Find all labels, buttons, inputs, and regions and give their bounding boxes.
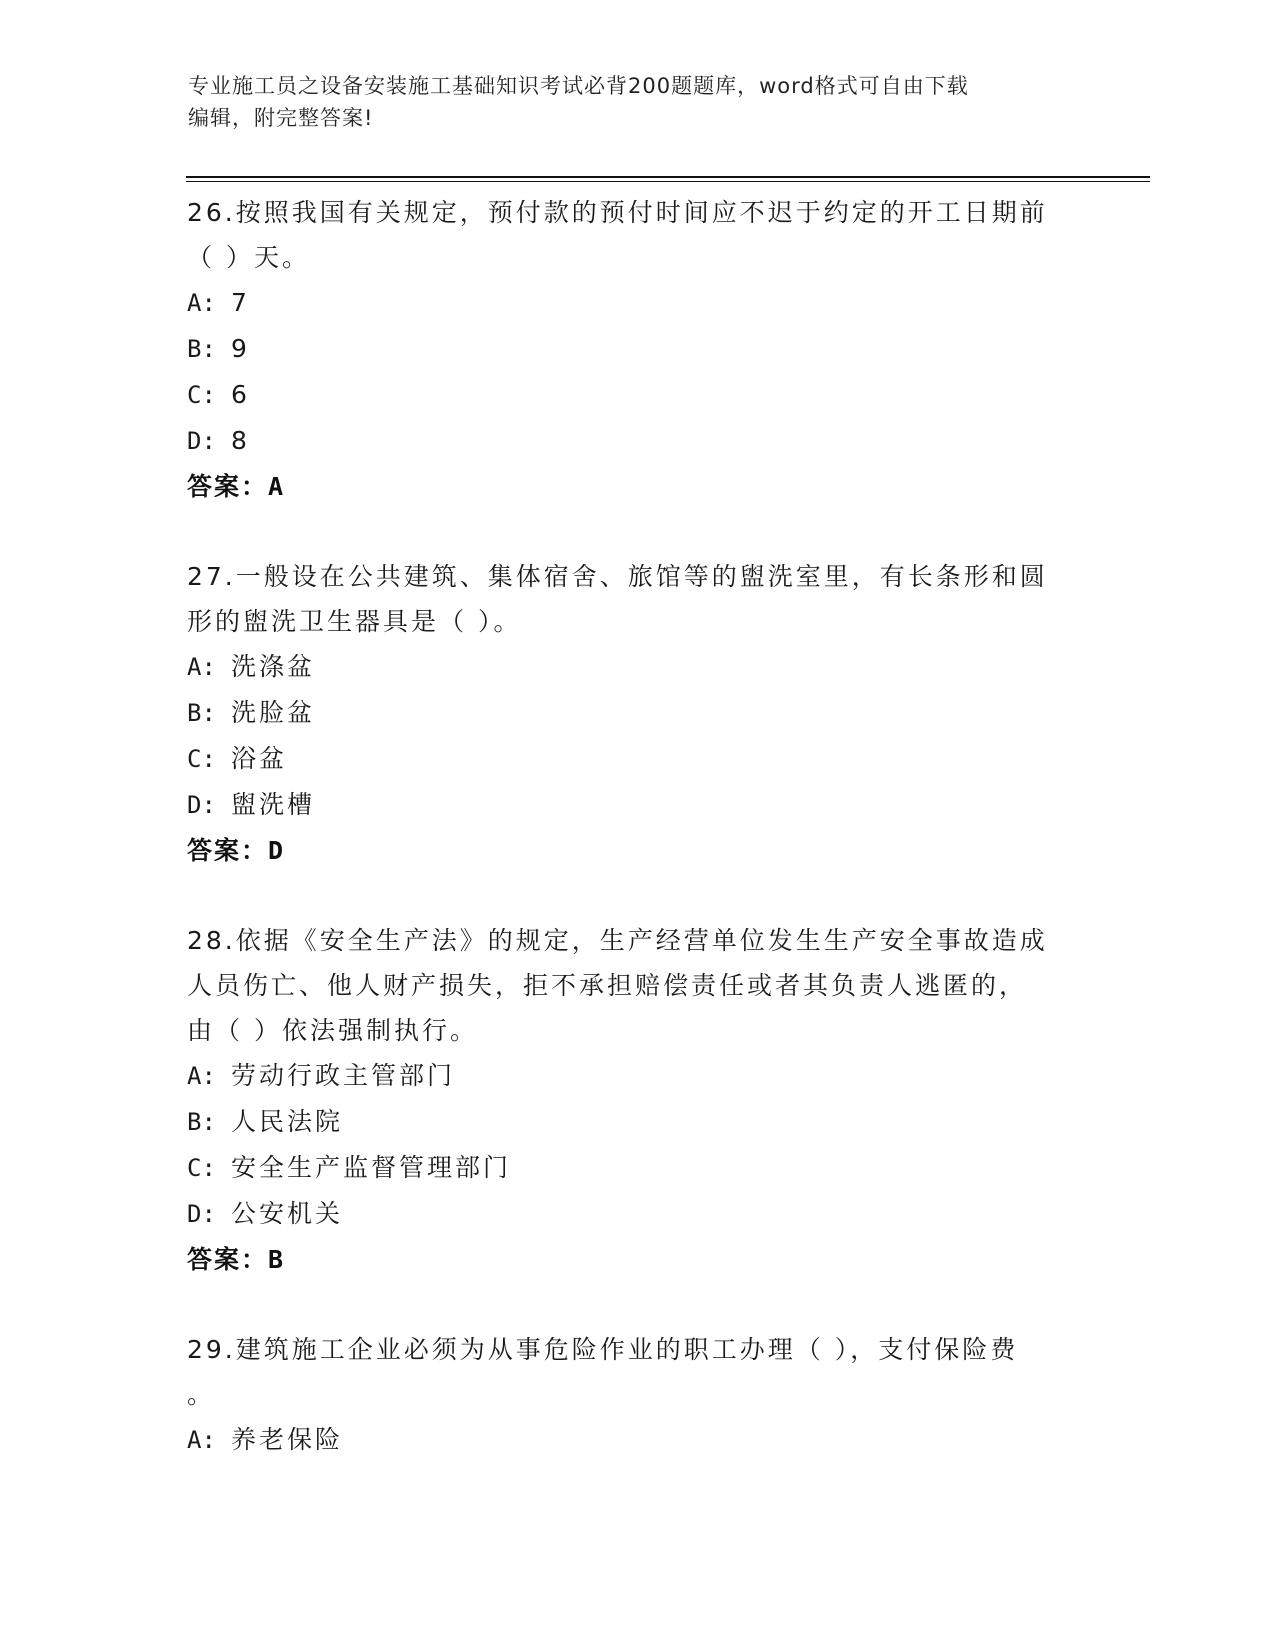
option-key: A:: [187, 653, 216, 681]
answer-value: A: [268, 472, 286, 501]
question-stem-line: 28.依据《安全生产法》的规定，生产经营单位发生生产安全事故造成: [187, 926, 1048, 955]
option-text: 浴盆: [231, 744, 288, 773]
option-row: [187, 372, 1087, 418]
option-key: C:: [187, 381, 216, 409]
option-text: 养老保险: [231, 1425, 344, 1454]
question-stem-line: 26.按照我国有关规定，预付款的预付时间应不迟于约定的开工日期前: [187, 198, 1048, 227]
answer-value: D: [268, 836, 286, 865]
question-stem-line: 。: [187, 1380, 216, 1409]
question-stem-line: 人员伤亡、他人财产损失，拒不承担赔偿责任或者其负责人逃匿的，: [187, 971, 1028, 1000]
question-block: [187, 918, 1087, 1283]
option-key: A:: [187, 1062, 216, 1090]
option-row: [187, 644, 1087, 690]
question-block: [187, 190, 1087, 510]
option-key: B:: [187, 335, 216, 363]
document-header: [188, 70, 1088, 134]
header-divider-thin: [186, 181, 1150, 182]
option-row: [187, 1417, 1087, 1463]
option-text: 7: [231, 288, 250, 317]
question-list: [187, 190, 1087, 1507]
option-text: 8: [231, 426, 250, 455]
option-key: D:: [187, 1200, 216, 1228]
option-row: [187, 1099, 1087, 1145]
question-stem-line: （ ）天。: [187, 243, 310, 272]
option-text: 人民法院: [231, 1107, 344, 1136]
option-text: 洗脸盆: [231, 698, 316, 727]
header-divider-thick: [186, 176, 1150, 178]
option-key: C:: [187, 745, 216, 773]
option-row: [187, 1145, 1087, 1191]
question-stem-line: 29.建筑施工企业必须为从事危险作业的职工办理（ ），支付保险费: [187, 1335, 1019, 1364]
option-row: [187, 1053, 1087, 1099]
header-line-2: 编辑，附完整答案!: [188, 106, 374, 130]
option-text: 公安机关: [231, 1199, 344, 1228]
option-key: B:: [187, 1108, 216, 1136]
option-text: 盥洗槽: [231, 790, 316, 819]
option-text: 9: [231, 334, 250, 363]
answer-label: 答案：: [187, 472, 269, 501]
answer-line: [187, 828, 1087, 874]
option-row: [187, 418, 1087, 464]
option-row: [187, 690, 1087, 736]
question-stem-line: 27.一般设在公共建筑、集体宿舍、旅馆等的盥洗室里，有长条形和圆: [187, 562, 1048, 591]
answer-value: B: [268, 1245, 286, 1274]
option-text: 洗涤盆: [231, 652, 316, 681]
option-row: [187, 1191, 1087, 1237]
question-stem-line: 形的盥洗卫生器具是（ ）。: [187, 607, 522, 636]
answer-line: [187, 1237, 1087, 1283]
option-key: B:: [187, 699, 216, 727]
option-key: D:: [187, 427, 216, 455]
question-stem-line: 由（ ）依法强制执行。: [187, 1016, 478, 1045]
option-row: [187, 736, 1087, 782]
option-text: 安全生产监督管理部门: [231, 1153, 512, 1182]
answer-label: 答案：: [187, 1245, 269, 1274]
option-row: [187, 326, 1087, 372]
option-text: 劳动行政主管部门: [231, 1061, 456, 1090]
question-block: [187, 1327, 1087, 1463]
option-row: [187, 280, 1087, 326]
option-key: D:: [187, 791, 216, 819]
option-text: 6: [231, 380, 250, 409]
option-key: A:: [187, 289, 216, 317]
answer-label: 答案：: [187, 836, 269, 865]
option-key: C:: [187, 1154, 216, 1182]
option-key: A:: [187, 1426, 216, 1454]
question-block: [187, 554, 1087, 874]
header-line-1: 专业施工员之设备安装施工基础知识考试必背200题题库，word格式可自由下载: [188, 74, 969, 98]
answer-line: [187, 464, 1087, 510]
option-row: [187, 782, 1087, 828]
